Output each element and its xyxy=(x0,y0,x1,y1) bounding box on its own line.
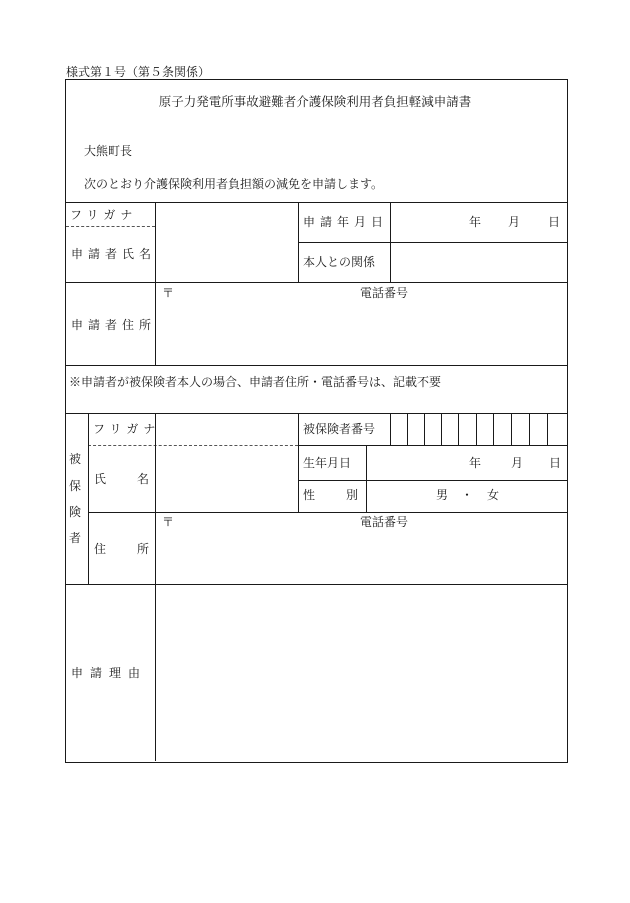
insured-section-label-char: 保 xyxy=(69,479,82,493)
divider xyxy=(65,365,567,366)
applicant-name-field[interactable] xyxy=(156,227,297,282)
insured-section-label-char: 被 xyxy=(69,452,82,466)
insured-number-field[interactable] xyxy=(391,414,566,445)
birth-month-label: 月 xyxy=(511,456,524,470)
relation-label: 本人との関係 xyxy=(303,255,376,269)
divider xyxy=(298,480,567,481)
insured-furigana-label: フリガナ xyxy=(93,422,161,436)
relation-field[interactable] xyxy=(391,243,566,282)
application-date-label: 申請年月日 xyxy=(303,215,389,229)
application-date-field[interactable] xyxy=(391,203,566,242)
insured-address-field[interactable] xyxy=(156,513,566,584)
insured-number-label: 被保険者番号 xyxy=(303,422,376,436)
date-month-label: 月 xyxy=(508,215,521,229)
insured-address-label-2: 所 xyxy=(137,542,150,556)
insured-name-label-2: 名 xyxy=(137,472,150,486)
divider xyxy=(88,413,89,584)
form-title: 原子力発電所事故避難者介護保険利用者負担軽減申請書 xyxy=(158,94,472,109)
reason-label: 申請理由 xyxy=(71,666,148,680)
applicant-phone-label: 電話番号 xyxy=(360,286,409,300)
gender-option-female[interactable]: 女 xyxy=(487,488,500,502)
gender-label-2: 別 xyxy=(346,488,359,502)
applicant-note: ※申請者が被保険者本人の場合、申請者住所・電話番号は、記載不要 xyxy=(69,375,442,389)
applicant-furigana-field[interactable] xyxy=(156,203,297,226)
birth-date-field[interactable] xyxy=(367,446,566,480)
insured-phone-label: 電話番号 xyxy=(360,515,409,529)
gender-separator: ・ xyxy=(461,488,474,502)
birth-year-label: 年 xyxy=(469,456,482,470)
insured-section-label-char: 険 xyxy=(69,505,82,519)
applicant-name-label: 申請者氏名 xyxy=(71,247,157,261)
birth-day-label: 日 xyxy=(549,456,562,470)
applicant-address-field[interactable] xyxy=(156,283,566,365)
date-day-label: 日 xyxy=(548,215,561,229)
gender-option-male[interactable]: 男 xyxy=(436,488,449,502)
divider xyxy=(298,202,299,282)
gender-label-1: 性 xyxy=(303,488,316,502)
date-year-label: 年 xyxy=(469,215,482,229)
insured-section-label-char: 者 xyxy=(69,531,82,545)
insured-postal-mark: 〒 xyxy=(162,515,175,529)
divider xyxy=(298,413,299,512)
insured-name-field[interactable] xyxy=(156,446,297,512)
dashed-divider xyxy=(66,226,155,227)
insured-name-label-1: 氏 xyxy=(94,472,107,486)
addressee: 大熊町長 xyxy=(84,144,133,158)
applicant-address-label: 申請者住所 xyxy=(71,318,157,332)
insured-furigana-field[interactable] xyxy=(156,414,297,445)
applicant-postal-mark: 〒 xyxy=(162,286,175,300)
applicant-furigana-label: フリガナ xyxy=(70,208,138,222)
birth-date-label: 生年月日 xyxy=(303,456,352,470)
insured-address-label-1: 住 xyxy=(94,542,107,556)
form-number: 様式第１号（第５条関係） xyxy=(66,65,211,79)
intro-text: 次のとおり介護保険利用者負担額の減免を申請します。 xyxy=(84,177,384,191)
reason-field[interactable] xyxy=(156,585,566,761)
